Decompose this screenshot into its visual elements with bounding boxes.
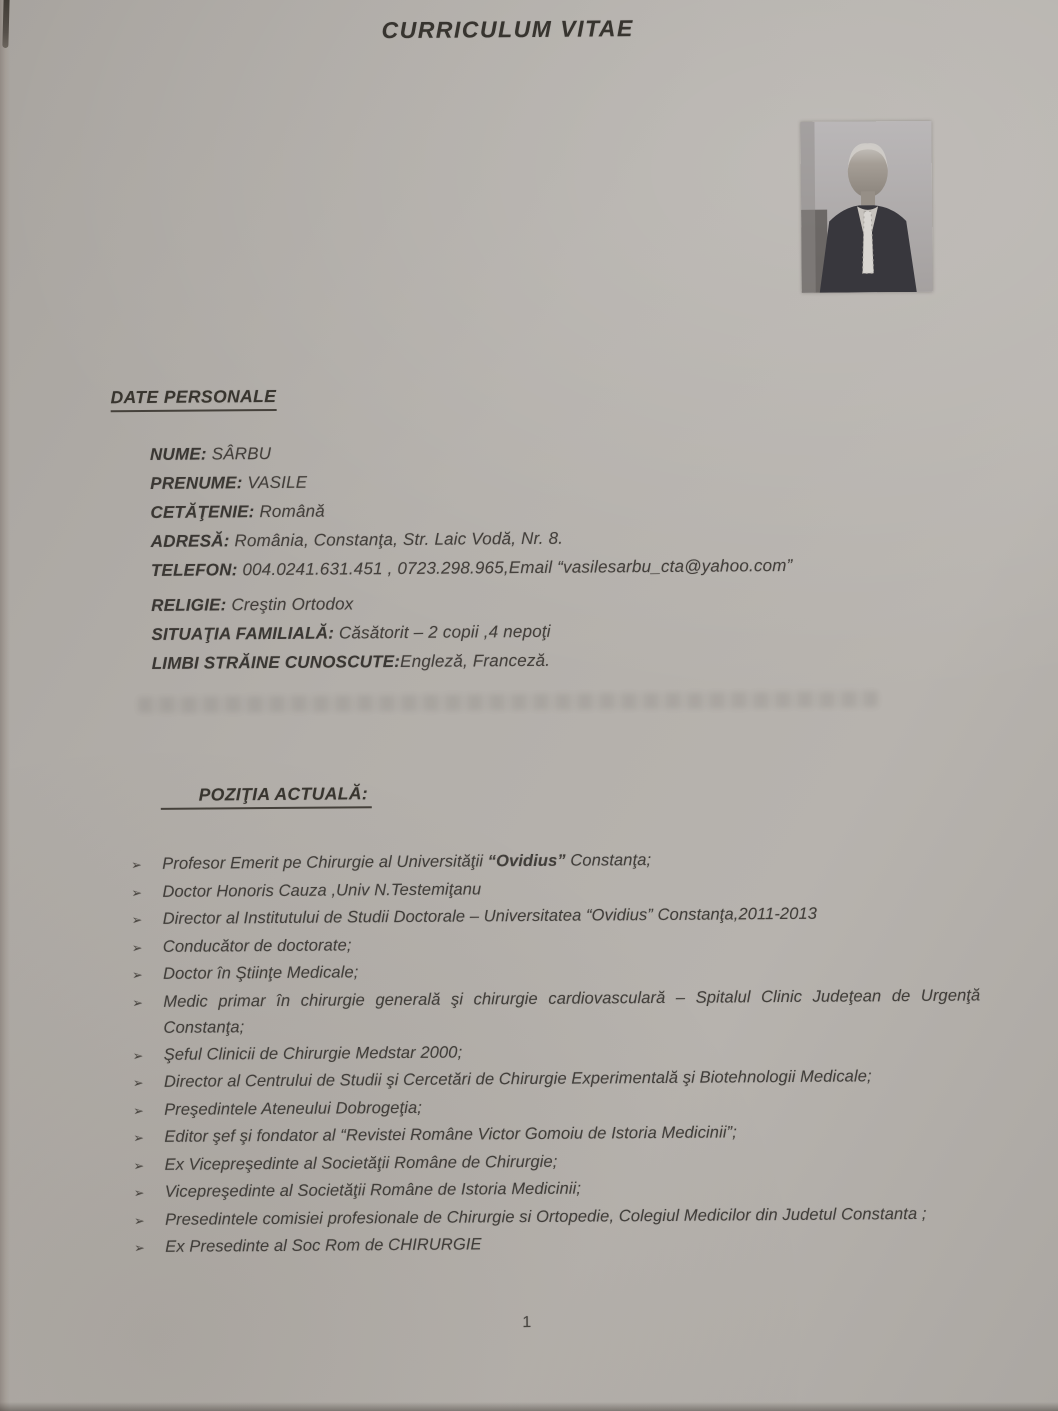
list-item-segment: Vicepreşedinte al Societăţii Române de Istoria Medicinii; (164, 1179, 582, 1201)
list-item (132, 982, 980, 1042)
field-value: România, Constanţa, Str. Laic Vodă, Nr. 8. (234, 528, 564, 551)
list-item (134, 1227, 982, 1261)
list-item-segment: Medic primar în chirurgie generală şi chirurgie cardiovasculară – Spitalul Clinic Judeţean de Urgenţă Constanţa; (163, 985, 981, 1037)
list-item-segment: Constanţa; (565, 851, 652, 870)
field-label: TELEFON: (150, 560, 243, 580)
list-item-segment: Doctor în Ştiinţe Medicale; (163, 963, 359, 983)
list-item-segment: Ex Presedinte al Soc Rom de CHIRURGIE (165, 1235, 482, 1256)
section-heading-pozitia-actuala: POZIŢIA ACTUALĂ: (161, 783, 373, 810)
arrow-bullet-icon: ➢ (131, 913, 143, 928)
personal-fields (150, 434, 912, 678)
field-label: NUME: (149, 444, 212, 464)
list-item-segment: Conducător de doctorate; (162, 935, 352, 956)
list-item-text (165, 1227, 982, 1261)
arrow-bullet-icon: ➢ (132, 1076, 144, 1091)
arrow-bullet-icon: ➢ (131, 940, 143, 955)
field-value: 004.0241.631.451 , 0723.298.965,Email “vasilesarbu_cta@yahoo.com” (242, 555, 793, 580)
field-label: LIMBI STRĂINE CUNOSCUTE: (151, 652, 401, 673)
arrow-bullet-icon: ➢ (133, 1158, 145, 1173)
portrait-photo (800, 121, 932, 293)
personal-field-row (151, 550, 911, 585)
field-label: SITUAŢIA FAMILIALĂ: (151, 623, 340, 644)
arrow-bullet-icon: ➢ (131, 858, 142, 873)
arrow-bullet-icon: ➢ (131, 885, 142, 900)
field-label: RELIGIE: (151, 595, 232, 615)
arrow-bullet-icon: ➢ (134, 1241, 145, 1256)
list-item-text (163, 982, 980, 1041)
arrow-bullet-icon: ➢ (133, 1213, 145, 1228)
field-value: Română (259, 501, 325, 522)
list-item-segment: Doctor Honoris Cauza ,Univ N.Testemiţanu (162, 879, 482, 901)
arrow-bullet-icon: ➢ (133, 1131, 144, 1146)
personal-field-row (152, 643, 912, 678)
field-value: VASILE (247, 472, 308, 493)
field-value: Căsătorit – 2 copii ,4 nepoţi (338, 621, 551, 643)
list-item-segment: Preşedintele Ateneului Dobrogeţia; (164, 1098, 423, 1119)
arrow-bullet-icon: ➢ (132, 1048, 144, 1063)
list-item-segment: Director al Institutului de Studii Doctorale – Universitatea “Ovidius” Constanţa,2011-2013 (162, 904, 818, 928)
field-label: CETĂŢENIE: (150, 502, 260, 522)
field-value: Engleză, Franceză. (400, 650, 551, 672)
arrow-bullet-icon: ➢ (132, 968, 143, 983)
field-label: ADRESĂ: (150, 531, 235, 551)
list-item-segment: Ex Vicepreşedinte al Societăţii Române de Chirurgie; (164, 1152, 558, 1174)
list-item-segment: Director al Centrului de Studii şi Cercetări de Chirurgie Experimentală şi Biotehnologii Medicale; (163, 1067, 872, 1091)
section-heading-date-personale: DATE PERSONALE (110, 386, 276, 412)
page-number: 1 (522, 1314, 532, 1332)
bleed-through-text (138, 691, 878, 713)
list-item-segment: Presedintele comisiei profesionale de Chirurgie si Ortopedie, Colegiul Medicilor din Judetul Constanta ; (164, 1204, 927, 1229)
arrow-bullet-icon: ➢ (133, 1103, 144, 1118)
field-value: SÂRBU (211, 444, 272, 464)
arrow-bullet-icon: ➢ (133, 1186, 145, 1201)
list-item-segment: Şeful Clinicii de Chirurgie Medstar 2000; (163, 1043, 463, 1064)
current-position-list (131, 844, 982, 1261)
page-title: CURRICULUM VITAE (381, 15, 634, 44)
field-label: PRENUME: (150, 473, 248, 493)
list-item-segment: Profesor Emerit pe Chirurgie al Universităţii (162, 852, 488, 873)
list-item-segment: Editor şef şi fondator al “Revistei Române Victor Gomoiu de Istoria Medicinii”; (164, 1123, 737, 1146)
portrait-photo-graphic (800, 121, 932, 293)
arrow-bullet-icon: ➢ (132, 995, 143, 1010)
field-value: Creştin Ortodox (231, 594, 354, 615)
list-item-segment: “Ovidius” (487, 851, 566, 871)
